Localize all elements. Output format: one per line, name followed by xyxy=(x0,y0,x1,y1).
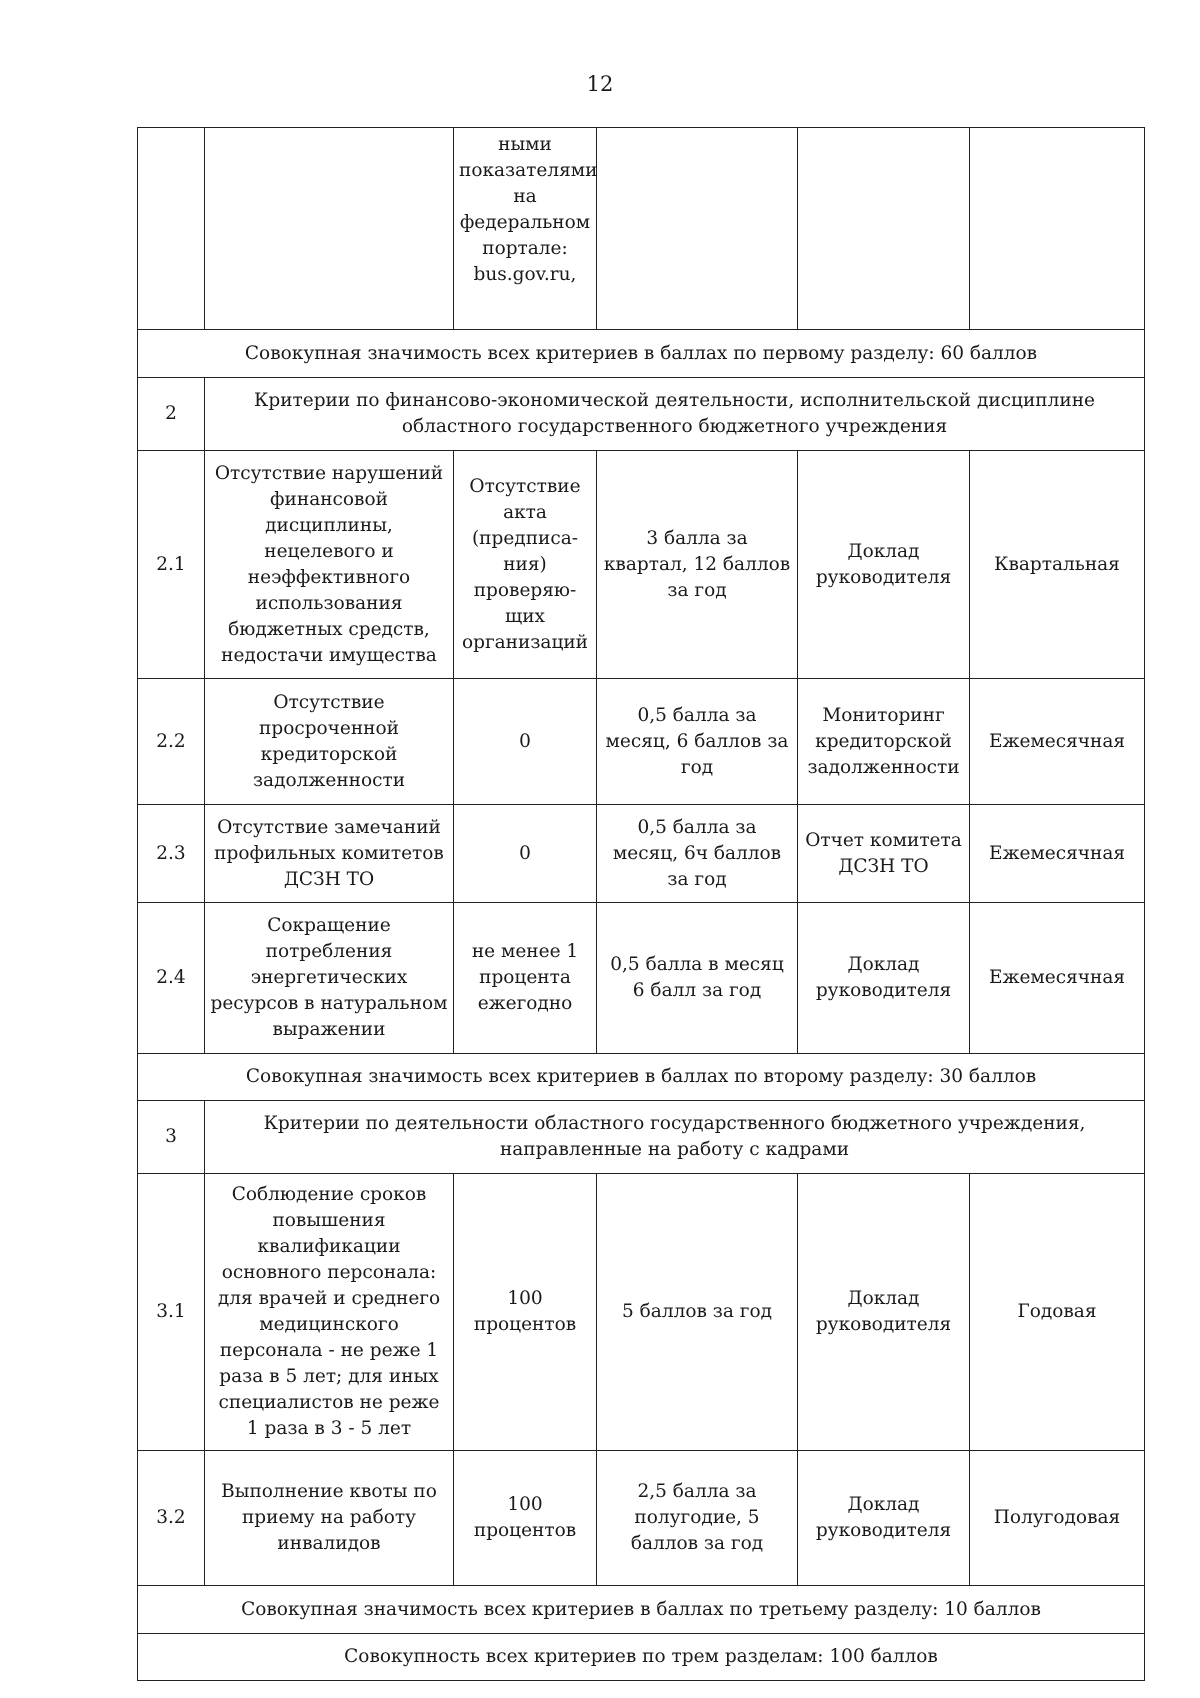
section-header-row xyxy=(138,378,1145,451)
criterion-period: Годовая xyxy=(970,1174,1145,1451)
criterion-target: 100 процентов xyxy=(454,1174,597,1451)
grand-total-row xyxy=(138,1634,1145,1681)
criterion-source xyxy=(798,128,970,330)
table-row xyxy=(138,451,1145,679)
criterion-name: Выполнение квоты по приему на работу инвалидов xyxy=(205,1451,454,1586)
criterion-period: Полугодовая xyxy=(970,1451,1145,1586)
section-total: Совокупная значимость всех критериев в баллах по второму разделу: 30 баллов xyxy=(138,1054,1145,1101)
criterion-period: Квартальная xyxy=(970,451,1145,679)
criterion-number: 3.1 xyxy=(138,1174,205,1451)
section-total: Совокупная значимость всех критериев в баллах по первому разделу: 60 баллов xyxy=(138,330,1145,378)
table-row xyxy=(138,1451,1145,1586)
section-title: Критерии по финансово-экономической деятельности, исполнительской дисциплине областного государственного бюджетного учреждения xyxy=(205,378,1145,451)
criterion-period: Ежемесячная xyxy=(970,903,1145,1054)
criterion-target: Отсутствие акта (предписа-ния) проверяю-щих организаций xyxy=(454,451,597,679)
criterion-points xyxy=(597,128,798,330)
criterion-points: 3 балла за квартал, 12 баллов за год xyxy=(597,451,798,679)
section-number: 2 xyxy=(138,378,205,451)
criterion-source: Доклад руководителя xyxy=(798,1451,970,1586)
criterion-points: 2,5 балла за полугодие, 5 баллов за год xyxy=(597,1451,798,1586)
criterion-name: Отсутствие нарушений финансовой дисциплины, нецелевого и неэффективного использования бюджетных средств, недостачи имущества xyxy=(205,451,454,679)
criterion-points: 5 баллов за год xyxy=(597,1174,798,1451)
section-total-row xyxy=(138,1054,1145,1101)
section-header-row xyxy=(138,1101,1145,1174)
criterion-number: 2.2 xyxy=(138,679,205,805)
criterion-number: 2.4 xyxy=(138,903,205,1054)
section-total-row xyxy=(138,1586,1145,1634)
section-total-row xyxy=(138,330,1145,378)
page-number: 12 xyxy=(586,72,614,96)
criterion-number: 2.1 xyxy=(138,451,205,679)
criterion-target: ными показателями на федеральном портале: bus.gov.ru, xyxy=(454,128,597,330)
criterion-period xyxy=(970,128,1145,330)
criterion-number: 2.3 xyxy=(138,805,205,903)
table-row xyxy=(138,1174,1145,1451)
criterion-source: Отчет комитета ДСЗН ТО xyxy=(798,805,970,903)
criterion-period: Ежемесячная xyxy=(970,805,1145,903)
criterion-source: Доклад руководителя xyxy=(798,903,970,1054)
criterion-points: 0,5 балла в месяц 6 балл за год xyxy=(597,903,798,1054)
criteria-table xyxy=(137,127,1145,1681)
criterion-name: Отсутствие просроченной кредиторской задолженности xyxy=(205,679,454,805)
criterion-name: Соблюдение сроков повышения квалификации основного персонала: для врачей и среднего медицинского персонала - не реже 1 раза в 5 лет; для иных специалистов не реже 1 раза в 3 - 5 лет xyxy=(205,1174,454,1451)
criterion-source: Мониторинг кредиторской задолженности xyxy=(798,679,970,805)
criterion-target: 0 xyxy=(454,679,597,805)
grand-total: Совокупность всех критериев по трем разделам: 100 баллов xyxy=(138,1634,1145,1681)
section-total: Совокупная значимость всех критериев в баллах по третьему разделу: 10 баллов xyxy=(138,1586,1145,1634)
section-title: Критерии по деятельности областного государственного бюджетного учреждения, направленные на работу с кадрами xyxy=(205,1101,1145,1174)
criterion-number: 3.2 xyxy=(138,1451,205,1586)
criterion-points: 0,5 балла за месяц, 6ч баллов за год xyxy=(597,805,798,903)
table-row xyxy=(138,805,1145,903)
criterion-name xyxy=(205,128,454,330)
criterion-period: Ежемесячная xyxy=(970,679,1145,805)
criterion-points: 0,5 балла за месяц, 6 баллов за год xyxy=(597,679,798,805)
criterion-target: не менее 1 процента ежегодно xyxy=(454,903,597,1054)
criterion-target: 100 процентов xyxy=(454,1451,597,1586)
section-number: 3 xyxy=(138,1101,205,1174)
criterion-name: Отсутствие замечаний профильных комитетов ДСЗН ТО xyxy=(205,805,454,903)
criterion-name: Сокращение потребления энергетических ресурсов в натуральном выражении xyxy=(205,903,454,1054)
criterion-target: 0 xyxy=(454,805,597,903)
table-row xyxy=(138,128,1145,330)
table-row xyxy=(138,679,1145,805)
criterion-source: Доклад руководителя xyxy=(798,1174,970,1451)
table-row xyxy=(138,903,1145,1054)
criterion-number xyxy=(138,128,205,330)
criterion-source: Доклад руководителя xyxy=(798,451,970,679)
